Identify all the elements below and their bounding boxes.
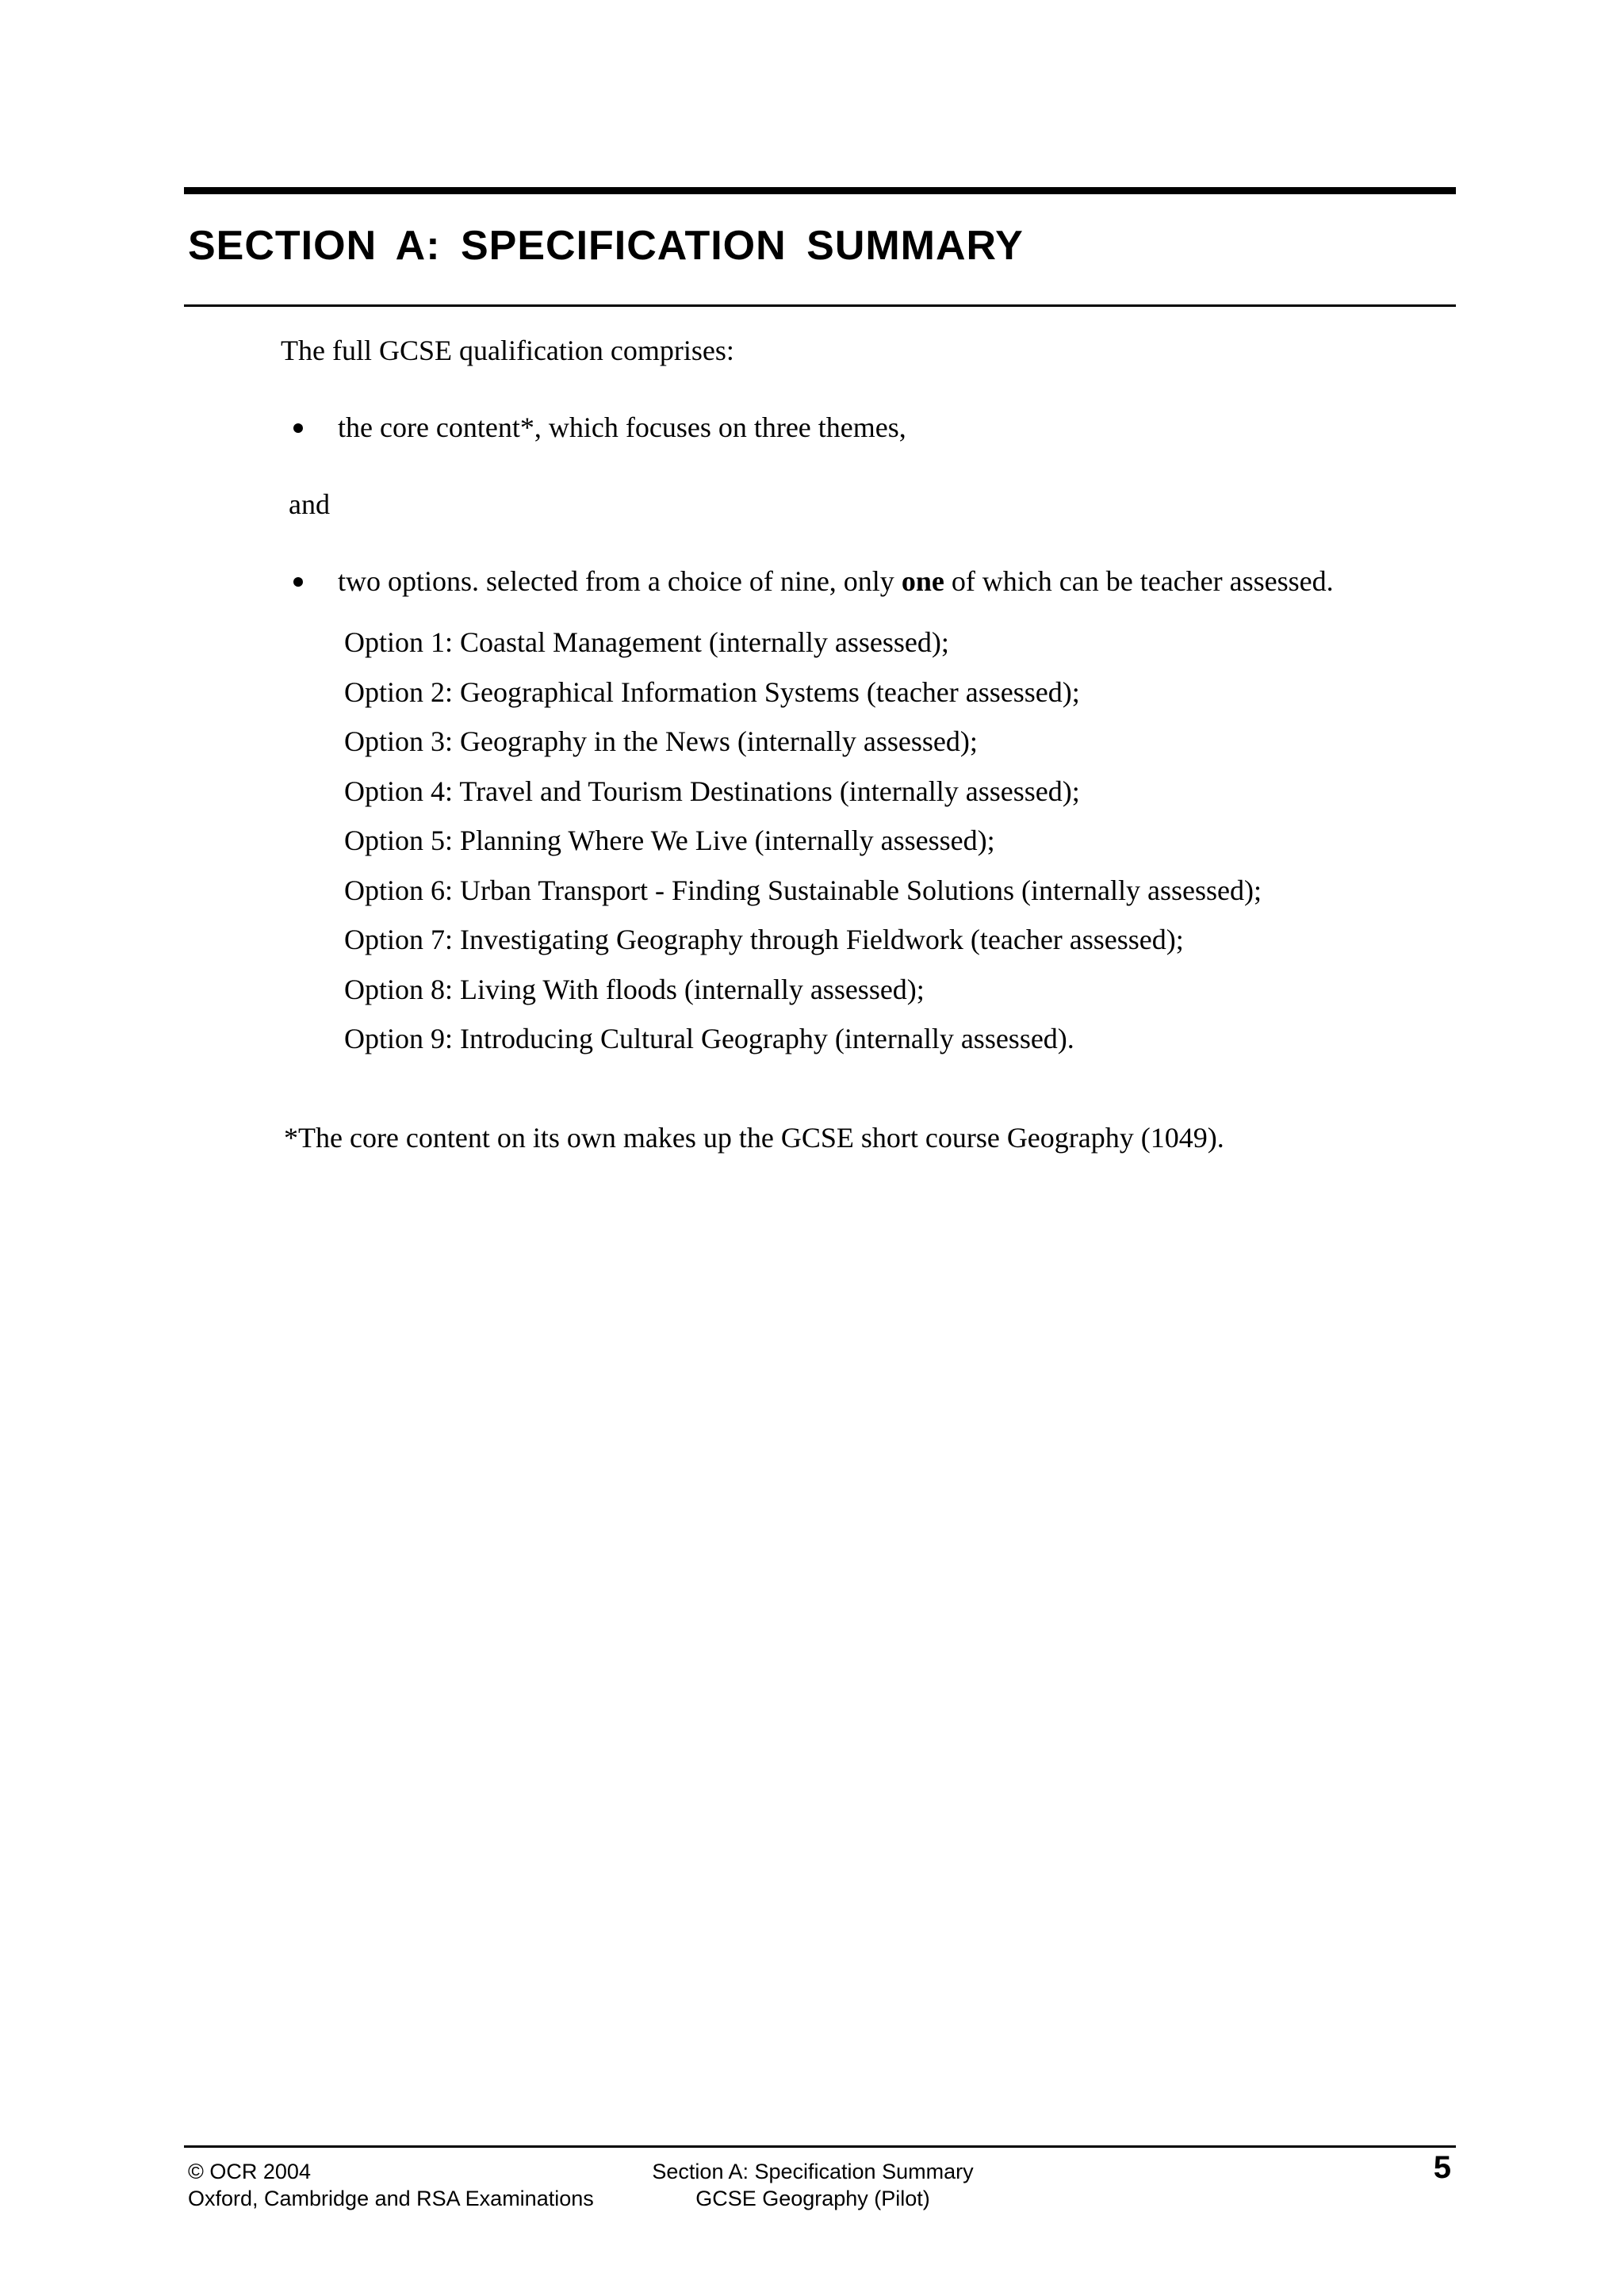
options-list bbox=[344, 625, 1262, 1071]
bullet-icon bbox=[293, 423, 303, 433]
option-item-7: Option 7: Investigating Geography through Fieldwork (teacher assessed); bbox=[344, 924, 1184, 955]
option-item-9: Option 9: Introducing Cultural Geography (internally assessed). bbox=[344, 1023, 1074, 1054]
bullet-two-options-emphasis: one bbox=[901, 565, 944, 597]
option-item-3: Option 3: Geography in the News (internally assessed); bbox=[344, 725, 978, 757]
footer-course-line: GCSE Geography (Pilot) bbox=[695, 2187, 930, 2210]
footer-rule bbox=[184, 2145, 1456, 2148]
page-number: 5 bbox=[1433, 2150, 1451, 2185]
footer-organisation-line: Oxford, Cambridge and RSA Examinations bbox=[188, 2187, 594, 2210]
option-item-8: Option 8: Living With floods (internally assessed); bbox=[344, 973, 925, 1005]
page-title: SECTION A: SPECIFICATION SUMMARY bbox=[188, 223, 1024, 269]
option-item-4: Option 4: Travel and Tourism Destinations (internally assessed); bbox=[344, 775, 1080, 807]
footer-section-line: Section A: Specification Summary bbox=[652, 2160, 974, 2183]
connector-text: and bbox=[289, 488, 330, 520]
title-underline-rule bbox=[184, 304, 1456, 307]
intro-text: The full GCSE qualification comprises: bbox=[281, 335, 734, 366]
bullet-two-options-before: two options. selected from a choice of nine, only bbox=[338, 565, 902, 597]
option-item-6: Option 6: Urban Transport - Finding Sustainable Solutions (internally assessed); bbox=[344, 874, 1262, 906]
core-content-footnote: *The core content on its own makes up the GCSE short course Geography (1049). bbox=[284, 1122, 1224, 1154]
bullet-core-content: the core content*, which focuses on three themes, bbox=[338, 411, 906, 443]
bullet-two-options bbox=[338, 564, 1334, 599]
bullet-two-options-after: of which can be teacher assessed. bbox=[944, 565, 1334, 597]
footer-copyright-line: © OCR 2004 bbox=[188, 2160, 311, 2183]
option-item-5: Option 5: Planning Where We Live (internally assessed); bbox=[344, 825, 995, 856]
header-top-rule bbox=[184, 187, 1456, 194]
footer-copyright bbox=[188, 2158, 594, 2212]
footer-section-info bbox=[603, 2158, 1023, 2212]
bullet-icon bbox=[293, 577, 303, 587]
option-item-1: Option 1: Coastal Management (internally assessed); bbox=[344, 626, 949, 658]
option-item-2: Option 2: Geographical Information Systems (teacher assessed); bbox=[344, 675, 1080, 708]
